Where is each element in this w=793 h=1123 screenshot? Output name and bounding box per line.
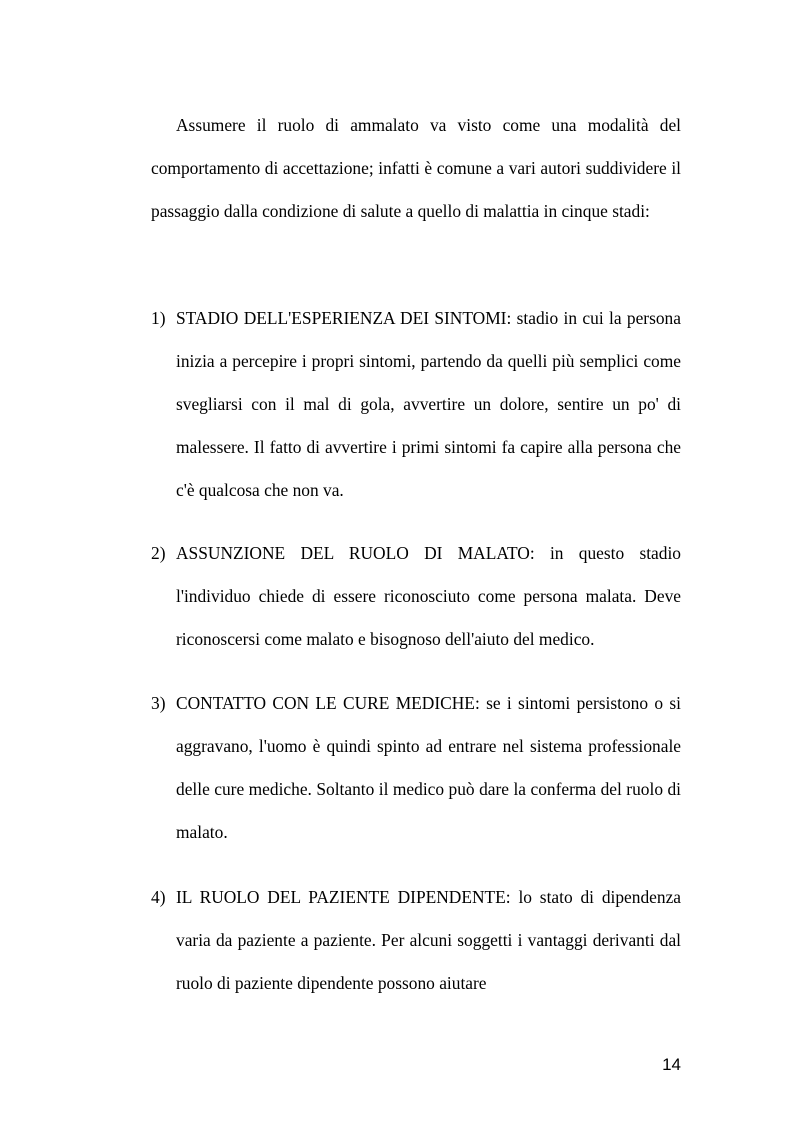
list-item-body: : lo stato di dipendenza varia da paziente a paziente. Per alcuni soggetti i vantaggi derivanti dal ruolo di paziente dipendente possono aiutare — [176, 887, 682, 993]
list-item-text — [151, 682, 681, 854]
list-item-1 — [151, 297, 681, 512]
list-item-heading: STADIO DELL'ESPERIENZA DEI SINTOMI — [176, 308, 507, 328]
page-number: 14 — [662, 1055, 681, 1074]
list-item-2 — [151, 532, 681, 661]
list-item-body: : stadio in cui la persona inizia a percepire i propri sintomi, partendo da quelli più semplici come svegliarsi con il mal di gola, avvertire un dolore, sentire un po' di malessere. Il fatto di avvertire i primi sintomi fa capire alla persona che c'è qualcosa che non va. — [176, 308, 681, 500]
list-item-heading: CONTATTO CON LE CURE MEDICHE — [176, 693, 475, 713]
list-item-text — [151, 297, 681, 512]
list-item-body: : se i sintomi persistono o si aggravano, l'uomo è quindi spinto ad entrare nel sistema professionale delle cure mediche. Soltanto il medico può dare la conferma del ruolo di malato. — [176, 693, 681, 842]
list-item-4 — [151, 876, 681, 1005]
list-item-number: 2) — [151, 543, 166, 563]
list-item-heading: ASSUNZIONE DEL RUOLO DI MALATO — [176, 543, 530, 563]
list-item-text — [151, 532, 681, 661]
list-item-heading: IL RUOLO DEL PAZIENTE DIPENDENTE — [176, 887, 506, 907]
list-item-number: 4) — [151, 887, 166, 907]
intro-paragraph: Assumere il ruolo di ammalato va visto come una modalità del comportamento di accettazione; infatti è comune a vari autori suddividere il passaggio dalla condizione di salute a quello di malattia in cinque stadi: — [151, 115, 681, 221]
list-item-text — [151, 876, 681, 1005]
list-item-number: 3) — [151, 693, 166, 713]
list-item-body: : in questo stadio l'individuo chiede di essere riconosciuto come persona malata. Deve riconoscersi come malato e bisognoso dell'aiuto del medico. — [176, 543, 681, 649]
list-item-3 — [151, 682, 681, 854]
list-item-number: 1) — [151, 308, 166, 328]
